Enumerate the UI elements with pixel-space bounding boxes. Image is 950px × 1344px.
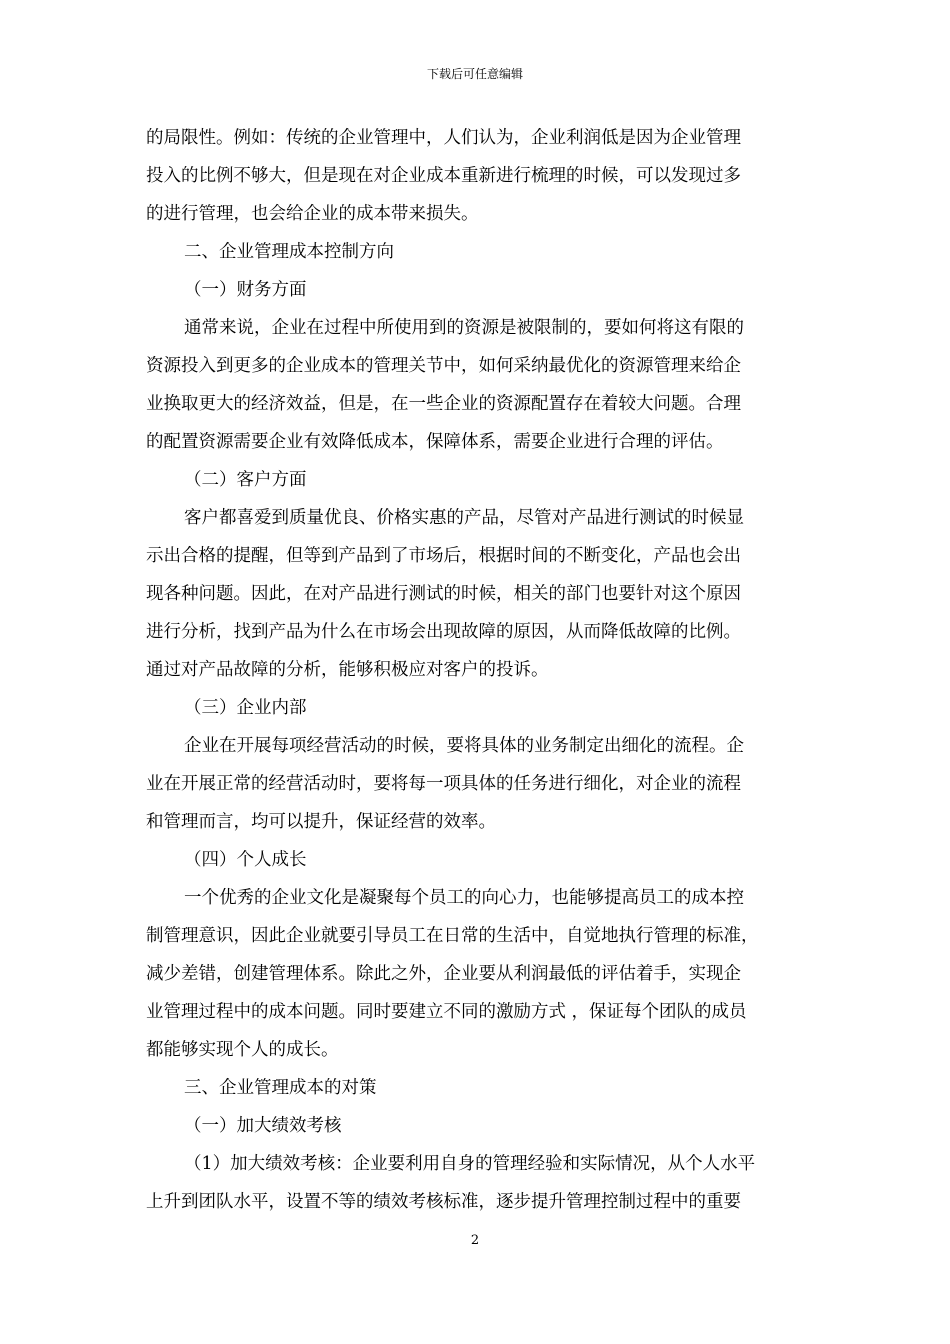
text-line: （1）加大绩效考核：企业要利用自身的管理经验和实际情况，从个人水平 [184, 1154, 756, 1174]
text-line: 投入的比例不够大，但是现在对企业成本重新进行梳理的时候，可以发现过多 [146, 166, 741, 186]
subsection-heading [146, 841, 806, 879]
text-line: 客户都喜爱到质量优良、价格实惠的产品，尽管对产品进行测试的时候显 [184, 508, 744, 528]
paragraph [146, 119, 806, 233]
text-line: 的局限性。例如：传统的企业管理中，人们认为，企业利润低是因为企业管理 [146, 128, 741, 148]
text-line: （一）加大绩效考核 [184, 1116, 342, 1136]
text-line: 上升到团队水平，设置不等的绩效考核标准，逐步提升管理控制过程中的重要 [146, 1192, 741, 1212]
text-line: 减少差错，创建管理体系。除此之外，企业要从利润最低的评估着手，实现企 [146, 964, 741, 984]
text-line: 企业在开展每项经营活动的时候，要将具体的业务制定出细化的流程。企 [184, 736, 744, 756]
text-line: （四）个人成长 [184, 850, 307, 870]
text-line: 一个优秀的企业文化是凝聚每个员工的向心力，也能够提高员工的成本控 [184, 888, 744, 908]
text-line: 业换取更大的经济效益，但是，在一些企业的资源配置存在着较大问题。合理 [146, 394, 741, 414]
subsection-heading [146, 271, 806, 309]
page-header: 下载后可任意编辑 [426, 67, 523, 81]
text-line: 制管理意识，因此企业就要引导员工在日常的生活中，自觉地执行管理的标准， [146, 926, 759, 946]
text-line: （二）客户方面 [184, 470, 307, 490]
text-line: 通常来说，企业在过程中所使用到的资源是被限制的，要如何将这有限的 [184, 318, 744, 338]
text-line: 的进行管理，也会给企业的成本带来损失。 [146, 204, 479, 224]
text-line: 通过对产品故障的分析，能够积极应对客户的投诉。 [146, 660, 549, 680]
text-line: 的配置资源需要企业有效降低成本，保障体系，需要企业进行合理的评估。 [146, 432, 724, 452]
section-heading [146, 233, 806, 271]
subsection-heading [146, 1107, 806, 1145]
subsection-heading [146, 461, 806, 499]
text-line: 都能够实现个人的成长。 [146, 1040, 339, 1060]
text-line: 业在开展正常的经营活动时，要将每一项具体的任务进行细化，对企业的流程 [146, 774, 741, 794]
text-line: 资源投入到更多的企业成本的管理关节中，如何采纳最优化的资源管理来给企 [146, 356, 741, 376]
text-line: 业管理过程中的成本问题。同时要建立不同的激励方式 ，保证每个团队的成员 [146, 1002, 747, 1022]
text-line: 二、企业管理成本控制方向 [184, 242, 394, 262]
text-line: 三、企业管理成本的对策 [184, 1078, 377, 1098]
text-line: 示出合格的提醒，但等到产品到了市场后，根据时间的不断变化，产品也会出 [146, 546, 741, 566]
section-heading [146, 1069, 806, 1107]
paragraph [146, 499, 806, 689]
text-line: 进行分析，找到产品为什么在市场会出现故障的原因，从而降低故障的比例。 [146, 622, 741, 642]
paragraph [146, 1145, 806, 1221]
text-line: （三）企业内部 [184, 698, 307, 718]
page-number: 2 [470, 1233, 480, 1248]
text-line: （一）财务方面 [184, 280, 307, 300]
paragraph [146, 879, 806, 1069]
text-line: 现各种问题。因此，在对产品进行测试的时候，相关的部门也要针对这个原因 [146, 584, 741, 604]
paragraph [146, 727, 806, 841]
paragraph [146, 309, 806, 461]
subsection-heading [146, 689, 806, 727]
document-body [146, 119, 806, 1221]
text-line: 和管理而言，均可以提升，保证经营的效率。 [146, 812, 496, 832]
